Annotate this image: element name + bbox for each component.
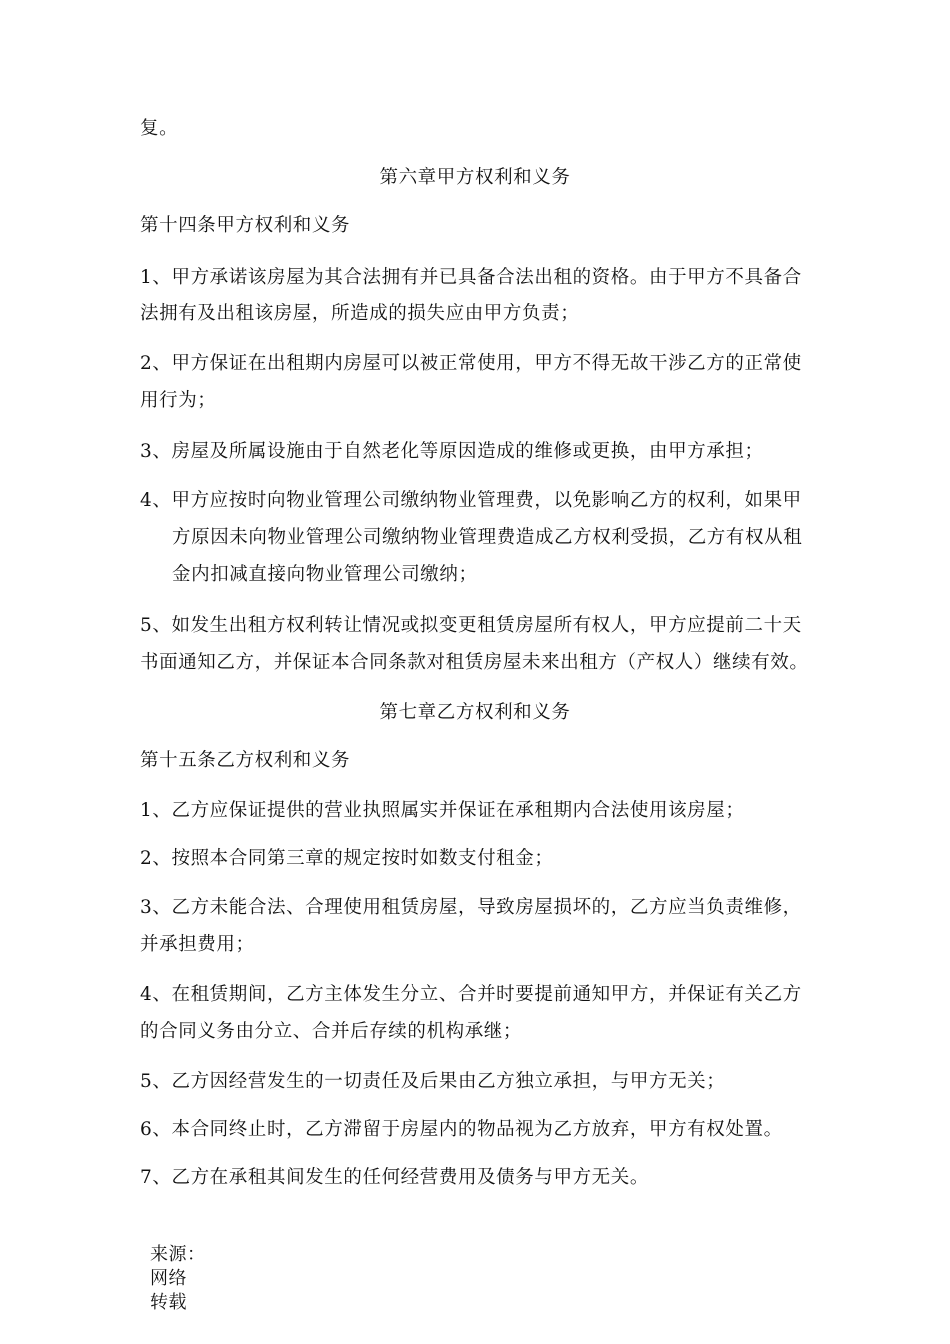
clause-line: 7、乙方在承租其间发生的任何经营费用及债务与甲方无关。 xyxy=(140,1167,649,1188)
source-line-3: 转载 xyxy=(150,1292,187,1313)
clause-line: 并承担费用； xyxy=(140,934,255,955)
clause-line: 4、在租赁期间，乙方主体发生分立、合并时要提前通知甲方，并保证有关乙方 xyxy=(140,984,802,1005)
article-heading-15: 第十五条乙方权利和义务 xyxy=(140,750,351,771)
clause-line: 1、甲方承诺该房屋为其合法拥有并已具备合法出租的资格。由于甲方不具备合 xyxy=(140,267,802,288)
clause-line: 的合同义务由分立、合并后存续的机构承继； xyxy=(140,1021,523,1042)
source-note xyxy=(150,1243,206,1315)
clause-line: 金内扣减直接向物业管理公司缴纳； xyxy=(172,564,478,585)
clause-line: 5、如发生出租方权利转让情况或拟变更租赁房屋所有权人，甲方应提前二十天 xyxy=(140,615,802,636)
paragraph-continuation: 复。 xyxy=(140,118,179,139)
clause-line: 方原因未向物业管理公司缴纳物业管理费造成乙方权利受损，乙方有权从租 xyxy=(172,527,803,548)
article-heading-14: 第十四条甲方权利和义务 xyxy=(140,215,351,236)
clause-line: 6、本合同终止时，乙方滞留于房屋内的物品视为乙方放弃，甲方有权处置。 xyxy=(140,1119,783,1140)
clause-line: 1、乙方应保证提供的营业执照属实并保证在承租期内合法使用该房屋； xyxy=(140,800,745,821)
clause-line: 4、甲方应按时向物业管理公司缴纳物业管理费，以免影响乙方的权利，如果甲 xyxy=(140,490,802,511)
clause-line: 用行为； xyxy=(140,390,217,411)
clause-line: 法拥有及出租该房屋，所造成的损失应由甲方负责； xyxy=(140,303,580,324)
clause-line: 3、房屋及所属设施由于自然老化等原因造成的维修或更换，由甲方承担； xyxy=(140,441,764,462)
clause-line: 2、甲方保证在出租期内房屋可以被正常使用，甲方不得无故干涉乙方的正常使 xyxy=(140,353,802,374)
chapter-heading-7: 第七章乙方权利和义务 xyxy=(379,702,571,723)
clause-line: 3、乙方未能合法、合理使用租赁房屋，导致房屋损坏的，乙方应当负责维修， xyxy=(140,897,802,918)
chapter-heading-6: 第六章甲方权利和义务 xyxy=(379,167,571,188)
clause-line: 书面通知乙方，并保证本合同条款对租赁房屋未来出租方（产权人）继续有效。 xyxy=(140,652,809,673)
source-label: 来源： xyxy=(150,1244,206,1265)
clause-line: 5、乙方因经营发生的一切责任及后果由乙方独立承担，与甲方无关； xyxy=(140,1071,726,1092)
source-line-2: 网络 xyxy=(150,1268,187,1289)
clause-line: 2、按照本合同第三章的规定按时如数支付租金； xyxy=(140,848,554,869)
